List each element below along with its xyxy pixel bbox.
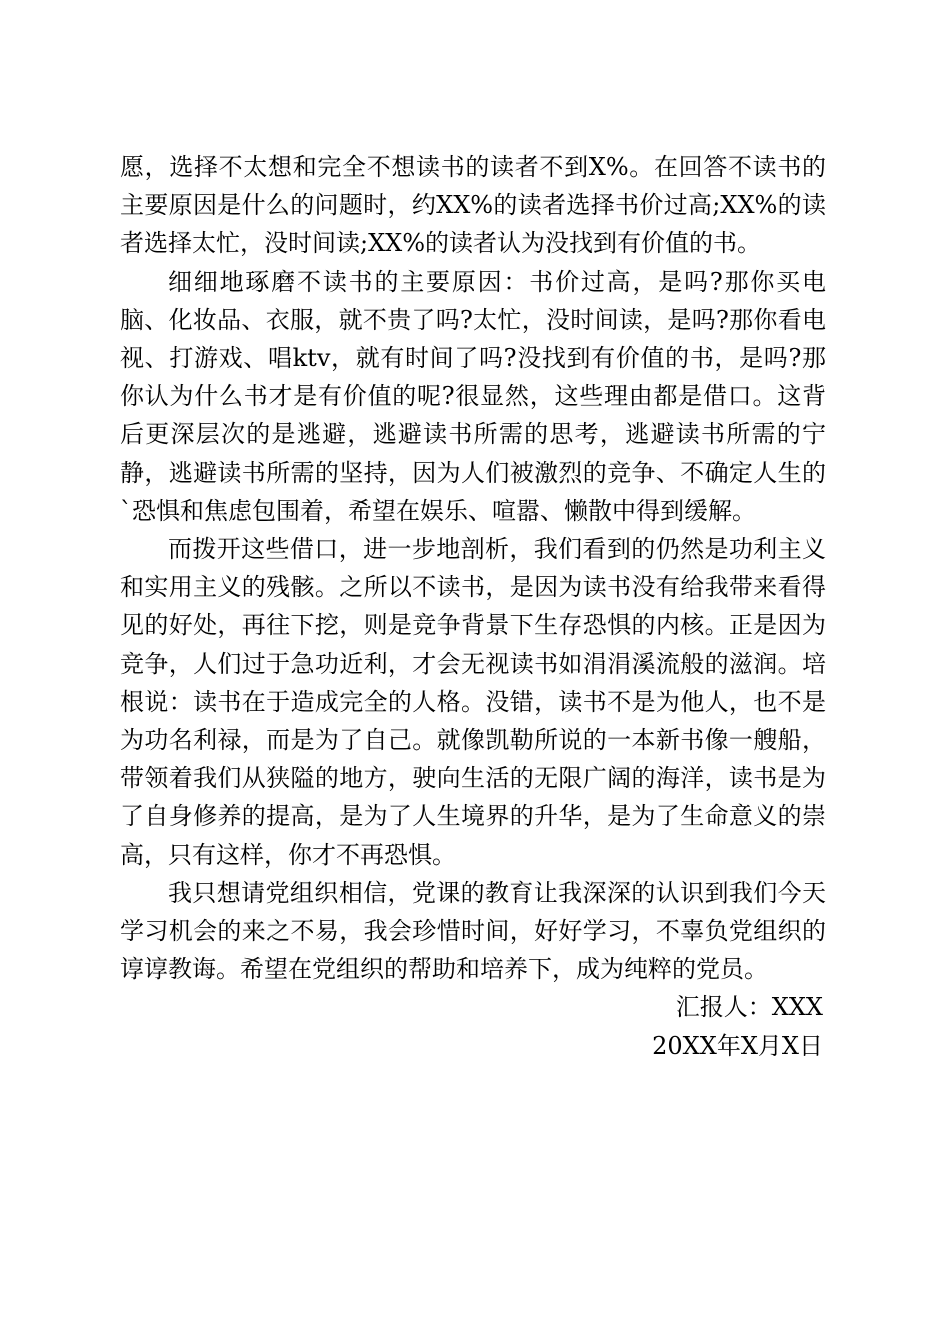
paragraph-3: 而拨开这些借口，进一步地剖析，我们看到的仍然是功利主义和实用主义的残骸。之所以不读书，是因为读书没有给我带来看得见的好处，再往下挖，则是竞争背景下生存恐惧的内核。正是因为竞争，人们过于急功近利，才会无视读书如涓涓溪流般的滋润。培根说：读书在于造成完全的人格。没错，读书不是为他人，也不是为功名利禄，而是为了自己。就像凯勒所说的一本新书像一艘船，带领着我们从狭隘的地方，驶向生活的无限广阔的海洋，读书是为了自身修养的提高，是为了人生境界的升华，是为了生命意义的崇高，只有这样，你才不再恐惧。 bbox=[120, 535, 826, 869]
document-page bbox=[120, 148, 826, 1065]
paragraph-4: 我只想请党组织相信，党课的教育让我深深的认识到我们今天学习机会的来之不易，我会珍惜时间，好好学习，不辜负党组织的谆谆教诲。希望在党组织的帮助和培养下，成为纯粹的党员。 bbox=[120, 878, 826, 984]
paragraph-1: 愿，选择不太想和完全不想读书的读者不到X%。在回答不读书的主要原因是什么的问题时，约XX%的读者选择书价过高;XX%的读者选择太忙，没时间读;XX%的读者认为没找到有价值的书。 bbox=[120, 153, 826, 258]
signature-date: 20XX年X月X日 bbox=[652, 1031, 823, 1060]
paragraph-2: 细细地琢磨不读书的主要原因：书价过高，是吗?那你买电脑、化妆品、衣服，就不贵了吗?太忙，没时间读，是吗?那你看电视、打游戏、唱ktv，就有时间了吗?没找到有价值的书，是吗?那你认为什么书才是有价值的呢?很显然，这些理由都是借口。这背后更深层次的是逃避，逃避读书所需的思考，逃避读书所需的宁静，逃避读书所需的坚持，因为人们被激烈的竞争、不确定人生的`恐惧和焦虑包围着，希望在娱乐、喧嚣、懒散中得到缓解。 bbox=[120, 267, 826, 525]
signature-reporter: 汇报人：XXX bbox=[675, 993, 823, 1022]
